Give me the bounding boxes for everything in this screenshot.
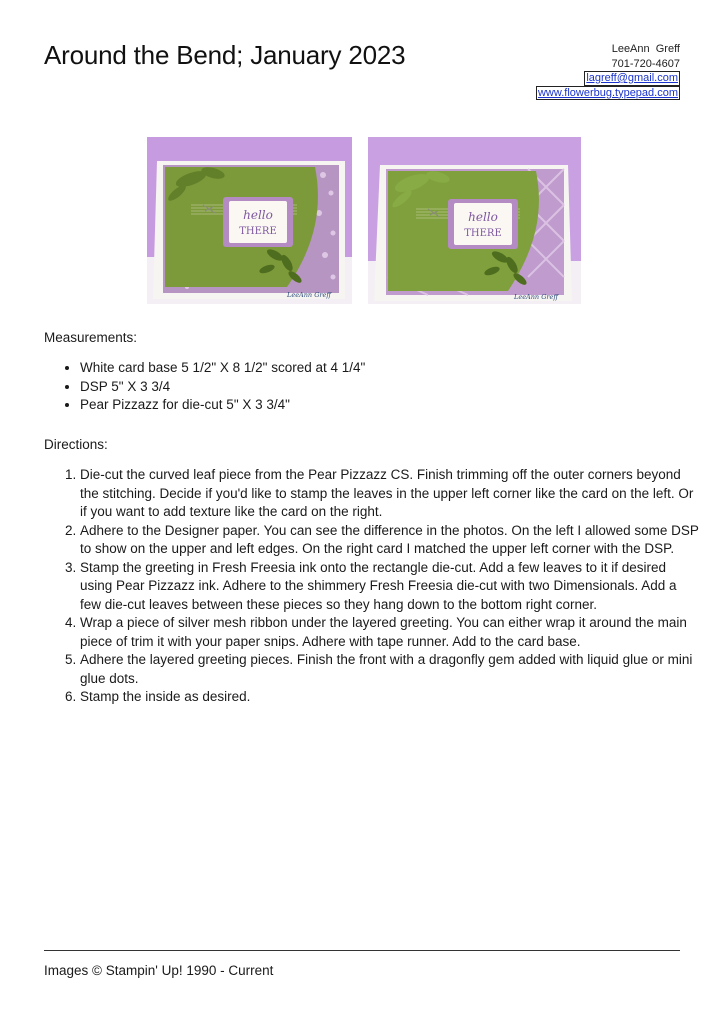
contact-phone: 701-720-4607 [611, 57, 680, 70]
right-card-signature: LeeAnn Greff [514, 293, 558, 301]
list-item: 5. Adhere the layered greeting pieces. Finish the front with a dragonfly gem added with liquid glue or mini glue dots. [80, 651, 700, 688]
card-photo-right [368, 137, 581, 304]
contact-block [536, 42, 680, 100]
measurements-list [62, 359, 365, 415]
directions-list [62, 466, 700, 707]
right-greeting-top: hello [468, 210, 498, 224]
contact-email-link[interactable]: lagreff@gmail.com [586, 72, 678, 84]
list-item: • White card base 5 1/2" X 8 1/2" scored at 4 1/4" [80, 359, 365, 378]
document-title: Around the Bend; January 2023 [44, 40, 406, 70]
footer-copyright: Images © Stampin' Up! 1990 - Current [44, 963, 274, 978]
list-item: 1. Die-cut the curved leaf piece from the Pear Pizzazz CS. Finish trimming off the outer corners beyond the stitching. Decide if you'd like to stamp the leaves in the upper left corner like the card on the left. Or if you want to add texture like the card on the right. [80, 466, 700, 522]
list-item: 2. Adhere to the Designer paper. You can see the difference in the photos. On the left I allowed some DSP to show on the upper and left edges. On the right card I matched the upper left corner with the DSP. [80, 522, 700, 559]
footer-divider [44, 950, 680, 951]
list-item: 3. Stamp the greeting in Fresh Freesia ink onto the rectangle die-cut. Add a few leaves to it if desired using Pear Pizzazz ink. Adhere to the shimmery Fresh Freesia die-cut with two Dimensionals. Add a few die-cut leaves between these pieces so they hang down to the bottom right corner. [80, 559, 700, 615]
directions-heading: Directions: [44, 437, 108, 452]
contact-name: LeeAnn Greff [611, 43, 680, 55]
measurements-heading: Measurements: [44, 330, 138, 345]
card-photo-left [147, 137, 352, 304]
right-greeting-bottom: THERE [464, 228, 502, 239]
list-item: • Pear Pizzazz for die-cut 5" X 3 3/4" [80, 396, 365, 415]
left-greeting-top: hello [243, 208, 273, 222]
contact-website-link[interactable]: www.flowerbug.typepad.com [537, 86, 678, 99]
left-greeting-bottom: THERE [239, 226, 277, 237]
list-item: • DSP 5" X 3 3/4 [80, 378, 365, 397]
left-card-signature: LeeAnn Greff [287, 291, 331, 299]
list-item: 4. Wrap a piece of silver mesh ribbon under the layered greeting. You can either wrap it around the main piece of trim it with your paper snips. Adhere with tape runner. Add to the card base. [80, 614, 700, 651]
list-item: 6. Stamp the inside as desired. [80, 688, 700, 707]
